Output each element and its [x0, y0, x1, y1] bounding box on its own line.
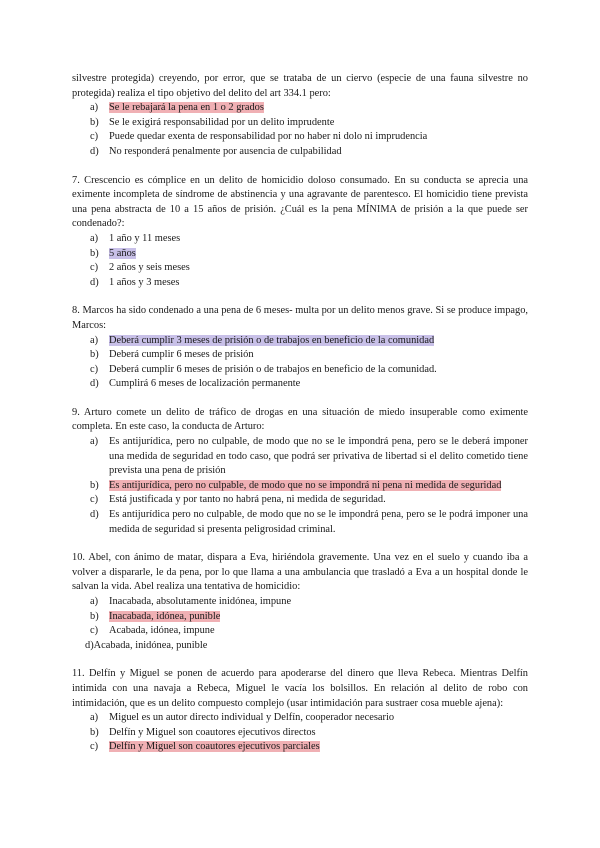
option-text: Deberá cumplir 6 meses de prisión: [109, 349, 254, 361]
option-label: a): [90, 436, 99, 448]
option-label: c): [90, 494, 99, 506]
option-text: Acabada, inidónea, punible: [93, 639, 208, 651]
option-text-highlighted: Inacabada, idónea, punible: [109, 610, 221, 622]
option-label: b): [90, 349, 99, 361]
option-text: No responderá penalmente por ausencia de culpabilidad: [109, 145, 342, 157]
option-text: Acabada, idónea, impune: [109, 625, 215, 637]
option-text: Puede quedar exenta de responsabilidad por no haber ni dolo ni imprudencia: [109, 131, 428, 143]
option-label: a): [90, 596, 99, 607]
option-label: c): [90, 131, 99, 143]
option-text: Deberá cumplir 6 meses de prisión o de trabajos en beneficio de la comunidad.: [109, 363, 437, 375]
option-text-highlighted: Se le rebajará la pena en 1 o 2 grados: [109, 102, 264, 114]
question-10: [72, 551, 528, 653]
question-11: [72, 667, 528, 755]
option-a: [90, 101, 528, 116]
option-label: a): [90, 232, 99, 244]
option-label: b): [90, 610, 99, 622]
option-text: 1 año y 11 meses: [109, 232, 181, 244]
option-text-highlighted: Es antijurídica, pero no culpable, de modo que no se impondrá ni pena ni medida de seguridad: [109, 479, 502, 491]
option-text: Miguel es un autor directo individual y Delfín, cooperador necesario: [109, 712, 395, 724]
options-list: [72, 595, 528, 653]
option-c: [90, 130, 528, 145]
option-b: [90, 348, 528, 363]
option-label: b): [90, 116, 99, 128]
option-b: [90, 247, 528, 262]
option-text: Es antijurídica pero no culpable, de modo que no se le impondrá pena, pero se le podrá imponer una medida de seguridad si presenta peligrosidad criminal.: [109, 509, 528, 535]
option-label: b): [90, 726, 99, 738]
option-a: [90, 232, 528, 247]
option-label: d): [90, 378, 99, 390]
question-text: 9. Arturo comete un delito de tráfico de drogas en una situación de miedo insuperable como eximente completa. En este caso, la conducta de Arturo:: [72, 406, 528, 433]
option-label: a): [90, 712, 99, 724]
option-c: [90, 363, 528, 378]
options-list: [72, 101, 528, 159]
question-text: 7. Crescencio es cómplice en un delito de homicidio doloso consumado. En su conducta se aprecia una eximente incompleta de síndrome de abstinencia y una agravante de parentesco. El homicidio tiene prevista una pena abstracta de 10 a 15 años de prisión. ¿Cuál es la pena MÍNIMA de prisión a la que puede ser condenado?:: [72, 174, 528, 230]
options-list: [72, 334, 528, 392]
option-text-highlighted: 5 años: [109, 247, 136, 259]
question-text: silvestre protegida) creyendo, por error, que se trataba de un ciervo (especie de una fauna silvestre no protegida) realiza el tipo objetivo del delito del art 334.1 pero:: [72, 73, 528, 99]
option-d: [90, 145, 528, 160]
option-label: d): [90, 276, 99, 288]
option-label: c): [90, 262, 99, 274]
option-label: a): [90, 334, 99, 346]
option-label: d): [90, 509, 99, 521]
option-a: [90, 334, 528, 349]
option-b: [90, 479, 528, 494]
option-text: 2 años y seis meses: [109, 262, 190, 274]
question-8: [72, 304, 528, 392]
option-text: Está justificada y por tanto no habrá pena, ni medida de seguridad.: [109, 494, 386, 506]
option-label: d): [90, 145, 99, 157]
option-d: [90, 276, 528, 291]
option-label: c): [90, 363, 99, 375]
option-text-highlighted: Delfín y Miguel son coautores ejecutivos parciales: [109, 741, 320, 753]
option-b: [90, 726, 528, 741]
question-intro: [72, 72, 528, 160]
option-text: Es antijurídica, pero no culpable, de modo que no se le impondrá pena, pero se le deberá imponer una medida de seguridad en todo caso, que podrá ser privativa de libertad si el delito cometido tiene prevista una pena de prisión: [109, 436, 528, 477]
option-text: Cumplirá 6 meses de localización permanente: [109, 378, 301, 390]
option-text: 1 años y 3 meses: [109, 276, 180, 288]
option-c: [90, 493, 528, 508]
option-text: Se le exigirá responsabilidad por un delito imprudente: [109, 116, 335, 128]
option-text-highlighted: Deberá cumplir 3 meses de prisión o de trabajos en beneficio de la comunidad: [109, 334, 435, 346]
option-c: [90, 740, 528, 755]
option-text: Delfín y Miguel son coautores ejecutivos directos: [109, 726, 316, 738]
options-list: [72, 711, 528, 755]
option-d: [90, 508, 528, 537]
option-c: [90, 261, 528, 276]
options-list: [72, 435, 528, 537]
option-label: d): [85, 639, 94, 651]
option-d: [90, 377, 528, 392]
question-7: [72, 174, 528, 291]
option-b: [90, 610, 528, 625]
option-c: [90, 624, 528, 639]
option-text: Inacabada, absolutamente inidónea, impune: [109, 596, 292, 607]
option-a: [90, 711, 528, 726]
option-label: a): [90, 102, 99, 114]
question-text: 8. Marcos ha sido condenado a una pena de 6 meses- multa por un delito menos grave. Si se produce impago, Marcos:: [72, 305, 528, 331]
question-9: [72, 406, 528, 537]
option-label: c): [90, 625, 99, 637]
option-label: b): [90, 247, 99, 259]
option-b: [90, 116, 528, 131]
option-label: c): [90, 741, 99, 753]
option-a: [90, 435, 528, 479]
question-text: 11. Delfín y Miguel se ponen de acuerdo para apoderarse del dinero que lleva Rebeca. Mientras Delfín intimida con una navaja a Rebeca, Miguel le vacía los bolsillos. En relación al delito de robo con intimidación, que es un delito compuesto complejo (usar intimidación para sustraer cosa mueble ajena):: [72, 668, 528, 709]
option-a: [90, 595, 528, 610]
options-list: [72, 232, 528, 290]
option-label: b): [90, 479, 99, 491]
question-text: 10. Abel, con ánimo de matar, dispara a Eva, hiriéndola gravemente. Una vez en el suelo y cuando iba a volver a dispararle, le da pena, por lo que llama a una ambulancia que trasladó a Eva a un hospital donde le salvan la vida. Abel realiza una tentativa de homicidio:: [72, 552, 528, 593]
option-d: [85, 639, 528, 654]
